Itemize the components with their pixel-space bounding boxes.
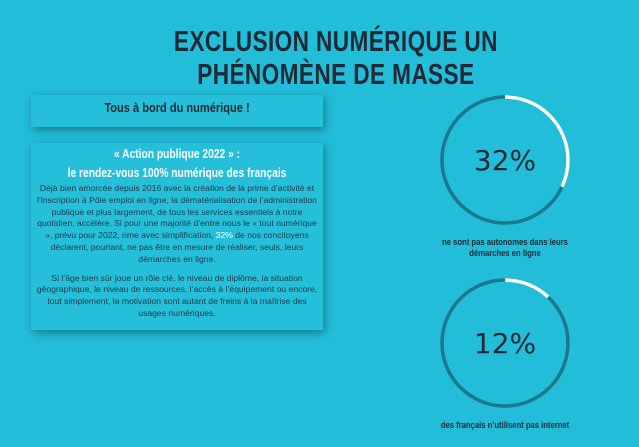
stat-caption-2 — [403, 420, 607, 431]
stat-value: 12% — [473, 327, 537, 360]
stat-ring-2 — [435, 273, 575, 413]
intro-box — [31, 95, 323, 127]
article-paragraph-1 — [31, 183, 323, 266]
caption-line: démarches en ligne — [469, 248, 541, 258]
intro-heading: Tous à bord du numérique ! — [104, 100, 250, 115]
article-paragraph-2: Si l’âge bien sûr joue un rôle clé, le niveau de diplôme, la situation géographique, le niveau de ressources, l’accès à l’équipement ou encore, tout simplement, la motivation sont autant de freins à la maîtrise des usages numériques. — [36, 272, 318, 318]
caption-line: ne sont pas autonomes dans leurs — [442, 237, 568, 247]
article-heading-2: le rendez-vous 100% numérique des français — [67, 166, 287, 180]
para-text: de nos concitoyens déclarent, pourtant, ne pas être en mesure de réaliser, seuls, leurs démarches en ligne. — [50, 230, 309, 264]
highlight-stat: 32% — [215, 230, 233, 241]
para-text: Déjà bien amorcée depuis 2016 avec la création de la prime d’activité et l’inscription à Pôle emploi en ligne, la dématérialisation de l’administration publique et plus largement, de tous les services essentiels à notre quotidien, accélère. Si pour une majorité d’entre nous le « tout numérique », prévu pour 2022, rime avec simplification, — [37, 183, 317, 241]
stat-caption-1 — [403, 237, 607, 259]
article-box — [31, 143, 323, 330]
article-heading-1: « Action publique 2022 » : — [113, 147, 241, 161]
stat-ring-1 — [435, 90, 575, 230]
page-title: EXCLUSION NUMÉRIQUE UN PHÉNOMÈNE DE MASSE — [173, 26, 498, 91]
stat-value: 32% — [473, 144, 537, 177]
caption-line: des français n’utilisent pas internet — [440, 420, 570, 430]
